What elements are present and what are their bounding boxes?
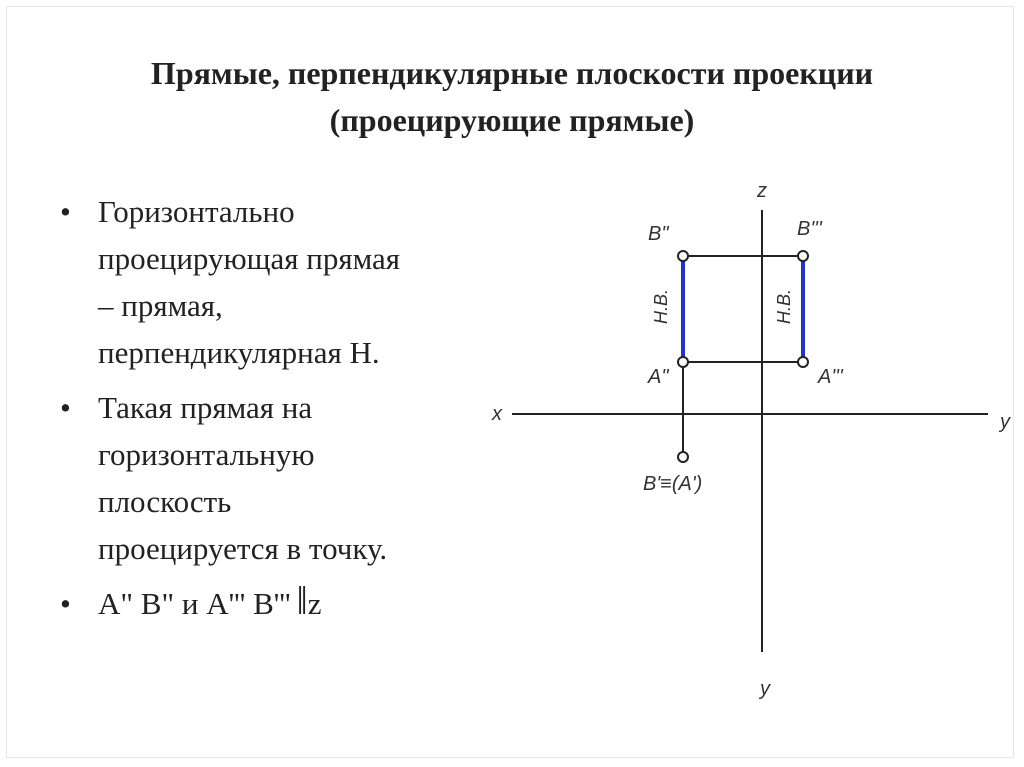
axis-label-z: z (757, 180, 767, 202)
point-b2 (678, 251, 688, 261)
bullet-2-line-2: горизонтальную (98, 437, 315, 472)
bullet-dot: • (60, 194, 71, 229)
axis-label-x: x (492, 403, 502, 425)
bullet-1-line-1: Горизонтально (98, 194, 295, 229)
point-a2 (678, 357, 688, 367)
bullet-dot: • (60, 390, 71, 425)
true-length-label-left: Н.В. (651, 288, 671, 324)
point-b3 (798, 251, 808, 261)
point-a3 (798, 357, 808, 367)
label-b1-a1: B'≡(A') (643, 473, 703, 495)
bullet-1-line-2: проецирующая прямая (98, 241, 401, 276)
bullet-2-line-4: проецируется в точку. (98, 531, 388, 566)
label-b3: B''' (797, 218, 822, 240)
title-line-1: Прямые, перпендикулярные плоскости проекции (150, 55, 874, 91)
title-line-2: (проецирующие прямые) (329, 102, 695, 138)
label-a2: A" (648, 366, 669, 388)
bullet-dot: • (60, 586, 71, 621)
bullet-2-line-1: Такая прямая на (98, 390, 313, 425)
true-length-label-right: Н.В. (774, 288, 794, 324)
bullet-1-line-3: – прямая, (98, 288, 223, 323)
axis-label-y-right: y (1000, 411, 1010, 433)
axis-label-y-bottom: y (760, 678, 770, 700)
label-b2: B" (648, 223, 669, 245)
point-b1 (678, 452, 688, 462)
label-a3: A''' (818, 366, 843, 388)
bullet-1-line-4: перпендикулярная Н. (98, 335, 380, 370)
bullet-2-line-3: плоскость (98, 484, 232, 519)
bullet-3-tail: z (307, 586, 322, 621)
bullet-3-text: A" B" и A''' B''' (98, 586, 291, 621)
parallel-symbol: ‖ (296, 578, 308, 623)
